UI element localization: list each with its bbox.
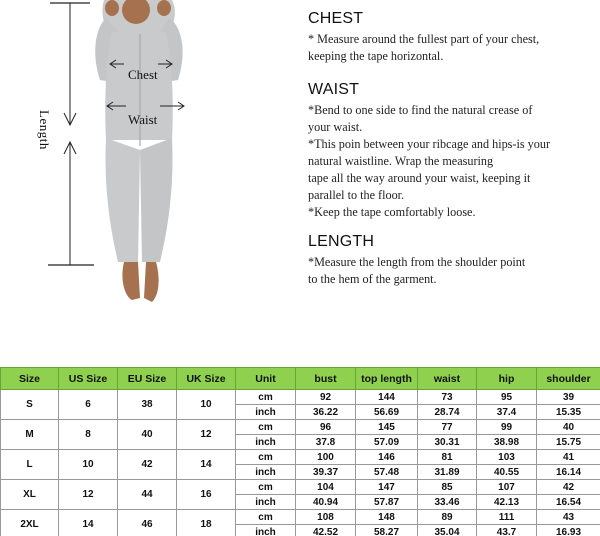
- bust-cell: 36.22: [296, 405, 356, 420]
- waist-cell: 77: [418, 420, 477, 435]
- size-cell: 2XL: [1, 510, 59, 536]
- us-size-cell: 10: [59, 450, 118, 480]
- waist-cell: 35.04: [418, 525, 477, 536]
- top-length-cell: 146: [356, 450, 418, 465]
- size-chart-table: [0, 367, 600, 536]
- eu-size-cell: 40: [118, 420, 177, 450]
- unit-cell: inch: [236, 405, 296, 420]
- top-length-cell: 145: [356, 420, 418, 435]
- size-cell: L: [1, 450, 59, 480]
- length-title: LENGTH: [308, 233, 375, 250]
- chest-line: keeping the tape horizontal.: [308, 49, 444, 63]
- waist-cell: 30.31: [418, 435, 477, 450]
- waist-line: natural waistline. Wrap the measuring: [308, 154, 494, 168]
- waist-line: *Keep the tape comfortably loose.: [308, 205, 476, 219]
- uk-size-cell: 12: [177, 420, 236, 450]
- bust-cell: 100: [296, 450, 356, 465]
- header-cell: top length: [356, 368, 418, 390]
- hip-cell: 111: [477, 510, 537, 525]
- uk-size-cell: 16: [177, 480, 236, 510]
- shoulder-cell: 15.75: [537, 435, 600, 450]
- waist-cell: 73: [418, 390, 477, 405]
- shoulder-cell: 39: [537, 390, 600, 405]
- top-length-cell: 144: [356, 390, 418, 405]
- right-leg: [140, 138, 173, 262]
- eu-size-cell: 42: [118, 450, 177, 480]
- hip-cell: 99: [477, 420, 537, 435]
- length-line: *Measure the length from the shoulder point: [308, 255, 526, 269]
- waist-title: WAIST: [308, 81, 360, 98]
- header-cell: bust: [296, 368, 356, 390]
- waist-cell: 89: [418, 510, 477, 525]
- shoulder-cell: 40: [537, 420, 600, 435]
- shoulder-cell: 43: [537, 510, 600, 525]
- size-cell: XL: [1, 480, 59, 510]
- chest-section: [308, 10, 539, 65]
- shoulder-cell: 16.93: [537, 525, 600, 536]
- header-cell: UK Size: [177, 368, 236, 390]
- header-cell: US Size: [59, 368, 118, 390]
- bust-cell: 104: [296, 480, 356, 495]
- top-length-cell: 57.48: [356, 465, 418, 480]
- table-row: [1, 390, 600, 405]
- unit-cell: cm: [236, 480, 296, 495]
- hip-cell: 40.55: [477, 465, 537, 480]
- right-hand: [157, 0, 171, 16]
- top-length-cell: 57.09: [356, 435, 418, 450]
- shoulder-cell: 15.35: [537, 405, 600, 420]
- unit-cell: cm: [236, 420, 296, 435]
- waist-line: tape all the way around your waist, keeping it: [308, 171, 531, 185]
- uk-size-cell: 14: [177, 450, 236, 480]
- top-length-cell: 147: [356, 480, 418, 495]
- hip-cell: 38.98: [477, 435, 537, 450]
- table-row: [1, 510, 600, 525]
- top-length-cell: 57.87: [356, 495, 418, 510]
- left-foot: [122, 262, 140, 300]
- unit-cell: inch: [236, 465, 296, 480]
- shoulder-cell: 42: [537, 480, 600, 495]
- unit-cell: inch: [236, 435, 296, 450]
- shoulder-cell: 16.54: [537, 495, 600, 510]
- top-length-cell: 148: [356, 510, 418, 525]
- waist-cell: 85: [418, 480, 477, 495]
- size-cell: M: [1, 420, 59, 450]
- uk-size-cell: 18: [177, 510, 236, 536]
- waist-cell: 81: [418, 450, 477, 465]
- hip-cell: 43.7: [477, 525, 537, 536]
- table-row: [1, 450, 600, 465]
- header-cell: Size: [1, 368, 59, 390]
- us-size-cell: 8: [59, 420, 118, 450]
- waist-cell: 31.89: [418, 465, 477, 480]
- chest-title: CHEST: [308, 10, 364, 27]
- top-length-cell: 58.27: [356, 525, 418, 536]
- unit-cell: inch: [236, 495, 296, 510]
- top-length-cell: 56.69: [356, 405, 418, 420]
- waist-line: *Bend to one side to find the natural crease of: [308, 103, 533, 117]
- header-cell: waist: [418, 368, 477, 390]
- hip-cell: 42.13: [477, 495, 537, 510]
- length-line: to the hem of the garment.: [308, 272, 437, 286]
- bust-cell: 42.52: [296, 525, 356, 536]
- waist-line: *This poin between your ribcage and hips-is your: [308, 137, 551, 151]
- unit-cell: cm: [236, 450, 296, 465]
- onesie-illustration: [0, 0, 300, 310]
- length-label: Length: [37, 110, 52, 150]
- bust-cell: 37.8: [296, 435, 356, 450]
- bust-cell: 96: [296, 420, 356, 435]
- waist-label: Waist: [128, 112, 158, 127]
- unit-cell: cm: [236, 510, 296, 525]
- us-size-cell: 12: [59, 480, 118, 510]
- bust-cell: 108: [296, 510, 356, 525]
- waist-line: parallel to the floor.: [308, 188, 405, 202]
- table-row: [1, 480, 600, 495]
- onesie-figure-svg: [0, 0, 300, 310]
- waist-cell: 33.46: [418, 495, 477, 510]
- us-size-cell: 14: [59, 510, 118, 536]
- eu-size-cell: 38: [118, 390, 177, 420]
- table-row: [1, 420, 600, 435]
- table-header-row: [1, 368, 600, 390]
- uk-size-cell: 10: [177, 390, 236, 420]
- chest-label: Chest: [128, 67, 158, 82]
- waist-line: your waist.: [308, 120, 363, 134]
- hip-cell: 103: [477, 450, 537, 465]
- unit-cell: cm: [236, 390, 296, 405]
- hip-cell: 95: [477, 390, 537, 405]
- header-cell: shoulder: [537, 368, 600, 390]
- eu-size-cell: 46: [118, 510, 177, 536]
- left-leg: [106, 138, 141, 262]
- header-cell: hip: [477, 368, 537, 390]
- waist-section: [308, 81, 550, 221]
- length-section: [308, 233, 525, 288]
- hip-cell: 37.4: [477, 405, 537, 420]
- header-cell: EU Size: [118, 368, 177, 390]
- shoulder-cell: 41: [537, 450, 600, 465]
- bust-cell: 39.37: [296, 465, 356, 480]
- bust-cell: 92: [296, 390, 356, 405]
- shoulder-cell: 16.14: [537, 465, 600, 480]
- eu-size-cell: 44: [118, 480, 177, 510]
- header-cell: Unit: [236, 368, 296, 390]
- bust-cell: 40.94: [296, 495, 356, 510]
- right-foot: [144, 262, 159, 302]
- hip-cell: 107: [477, 480, 537, 495]
- left-hand: [105, 0, 119, 16]
- chest-line: * Measure around the fullest part of your chest,: [308, 32, 540, 46]
- size-cell: S: [1, 390, 59, 420]
- us-size-cell: 6: [59, 390, 118, 420]
- waist-cell: 28.74: [418, 405, 477, 420]
- unit-cell: inch: [236, 525, 296, 536]
